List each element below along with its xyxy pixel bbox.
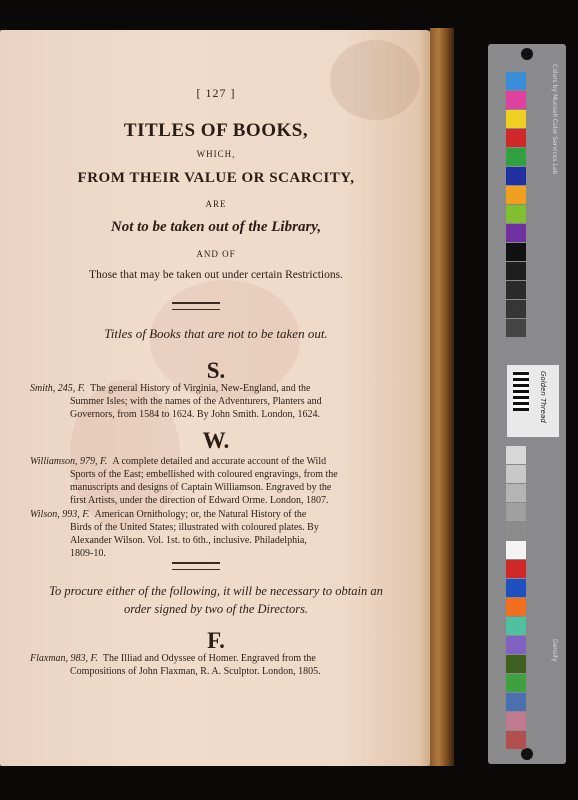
- page-title: TITLES OF BOOKS,: [123, 120, 309, 141]
- color-swatch: [506, 465, 526, 483]
- entry-flaxman: [30, 652, 321, 678]
- color-swatch: [506, 148, 526, 166]
- page-number: [ 127 ]: [196, 86, 236, 100]
- color-swatch: [506, 693, 526, 711]
- color-swatch: [506, 560, 526, 578]
- entry-text: American Ornithology; or, the Natural History of the: [94, 509, 307, 520]
- color-swatch: [506, 541, 526, 559]
- chart-hole: [521, 748, 533, 760]
- color-swatch: [506, 300, 526, 318]
- entry-text: manuscripts and designs of Captain Williamson. Engraved by the: [70, 482, 332, 493]
- entry-text: Governors, from 1584 to 1624. By John Smith. London, 1624.: [70, 409, 320, 420]
- color-swatch: [506, 503, 526, 521]
- entry-text: first Artists, under the direction of Edward Orme. London, 1807.: [70, 495, 329, 506]
- color-swatch: [506, 617, 526, 635]
- section-subheading: Titles of Books that are not to be taken out.: [104, 326, 328, 341]
- book-spine: [430, 28, 454, 766]
- divider-rule: [172, 302, 220, 310]
- entry-williamson: [30, 455, 338, 507]
- color-swatch: [506, 281, 526, 299]
- entry-text: Sports of the East; embellished with coloured engravings, from the: [70, 469, 338, 480]
- color-swatch: [506, 484, 526, 502]
- color-swatch: [506, 579, 526, 597]
- entry-text: Compositions of John Flaxman, R. A. Sculptor. London, 1805.: [70, 666, 321, 677]
- color-swatch: [506, 262, 526, 280]
- entry-author: Wilson, 993, F.: [30, 509, 90, 520]
- color-swatch: [506, 72, 526, 90]
- entry-text: 1809-10.: [70, 548, 106, 559]
- title-which: WHICH,: [196, 149, 236, 159]
- resolution-target-icon: [513, 371, 529, 411]
- title-are: ARE: [205, 199, 227, 209]
- color-swatch: [506, 110, 526, 128]
- entry-author: Flaxman, 983, F.: [30, 653, 98, 664]
- page-stain: [330, 40, 420, 120]
- golden-thread-target: [507, 365, 559, 437]
- entry-wilson: [30, 508, 319, 560]
- color-swatch: [506, 446, 526, 464]
- title-line2: FROM THEIR VALUE OR SCARCITY,: [77, 170, 355, 186]
- entry-text: A complete detailed and accurate account of the Wild: [112, 456, 327, 467]
- color-swatch: [506, 129, 526, 147]
- entry-text: Summer Isles; with the names of the Adventurers, Planters and: [70, 396, 322, 407]
- procure-line: order signed by two of the Directors.: [123, 602, 309, 616]
- color-swatch: [506, 712, 526, 730]
- title-and-of: AND OF: [196, 249, 236, 259]
- entry-smith: [30, 382, 322, 421]
- chart-side-text: Density: [551, 639, 558, 662]
- letter-heading-s: S.: [206, 358, 226, 383]
- procure-line: To procure either of the following, it will be necessary to obtain an: [49, 584, 383, 598]
- color-swatch: [506, 655, 526, 673]
- color-swatch: [506, 636, 526, 654]
- chart-side-text: Colors by Munsell Color Services Lab: [551, 64, 558, 175]
- entry-author: Williamson, 979, F.: [30, 456, 108, 467]
- color-swatch: [506, 186, 526, 204]
- brand-label: Golden Thread: [539, 371, 547, 423]
- color-swatch: [506, 522, 526, 540]
- entry-text: The general History of Virginia, New-England, and the: [90, 383, 311, 394]
- color-swatch: [506, 224, 526, 242]
- letter-heading-f: F.: [207, 628, 225, 653]
- title-not-out: Not to be taken out of the Library,: [110, 219, 322, 235]
- entry-text: Birds of the United States; illustrated with coloured plates. By: [70, 522, 319, 533]
- color-swatch: [506, 243, 526, 261]
- entry-text: The Illiad and Odyssee of Homer. Engraved from the: [102, 653, 316, 664]
- title-those: Those that may be taken out under certain Restrictions.: [89, 269, 343, 281]
- color-swatch: [506, 91, 526, 109]
- color-swatch: [506, 167, 526, 185]
- color-swatch: [506, 319, 526, 337]
- entry-text: Alexander Wilson. Vol. 1st. to 6th., inclusive. Philadelphia,: [70, 535, 307, 546]
- entry-author: Smith, 245, F.: [30, 383, 86, 394]
- color-swatch: [506, 205, 526, 223]
- letter-heading-w: W.: [202, 428, 230, 453]
- color-swatch: [506, 674, 526, 692]
- divider-rule: [172, 562, 220, 570]
- color-swatch: [506, 731, 526, 749]
- color-swatch: [506, 598, 526, 616]
- chart-hole: [521, 48, 533, 60]
